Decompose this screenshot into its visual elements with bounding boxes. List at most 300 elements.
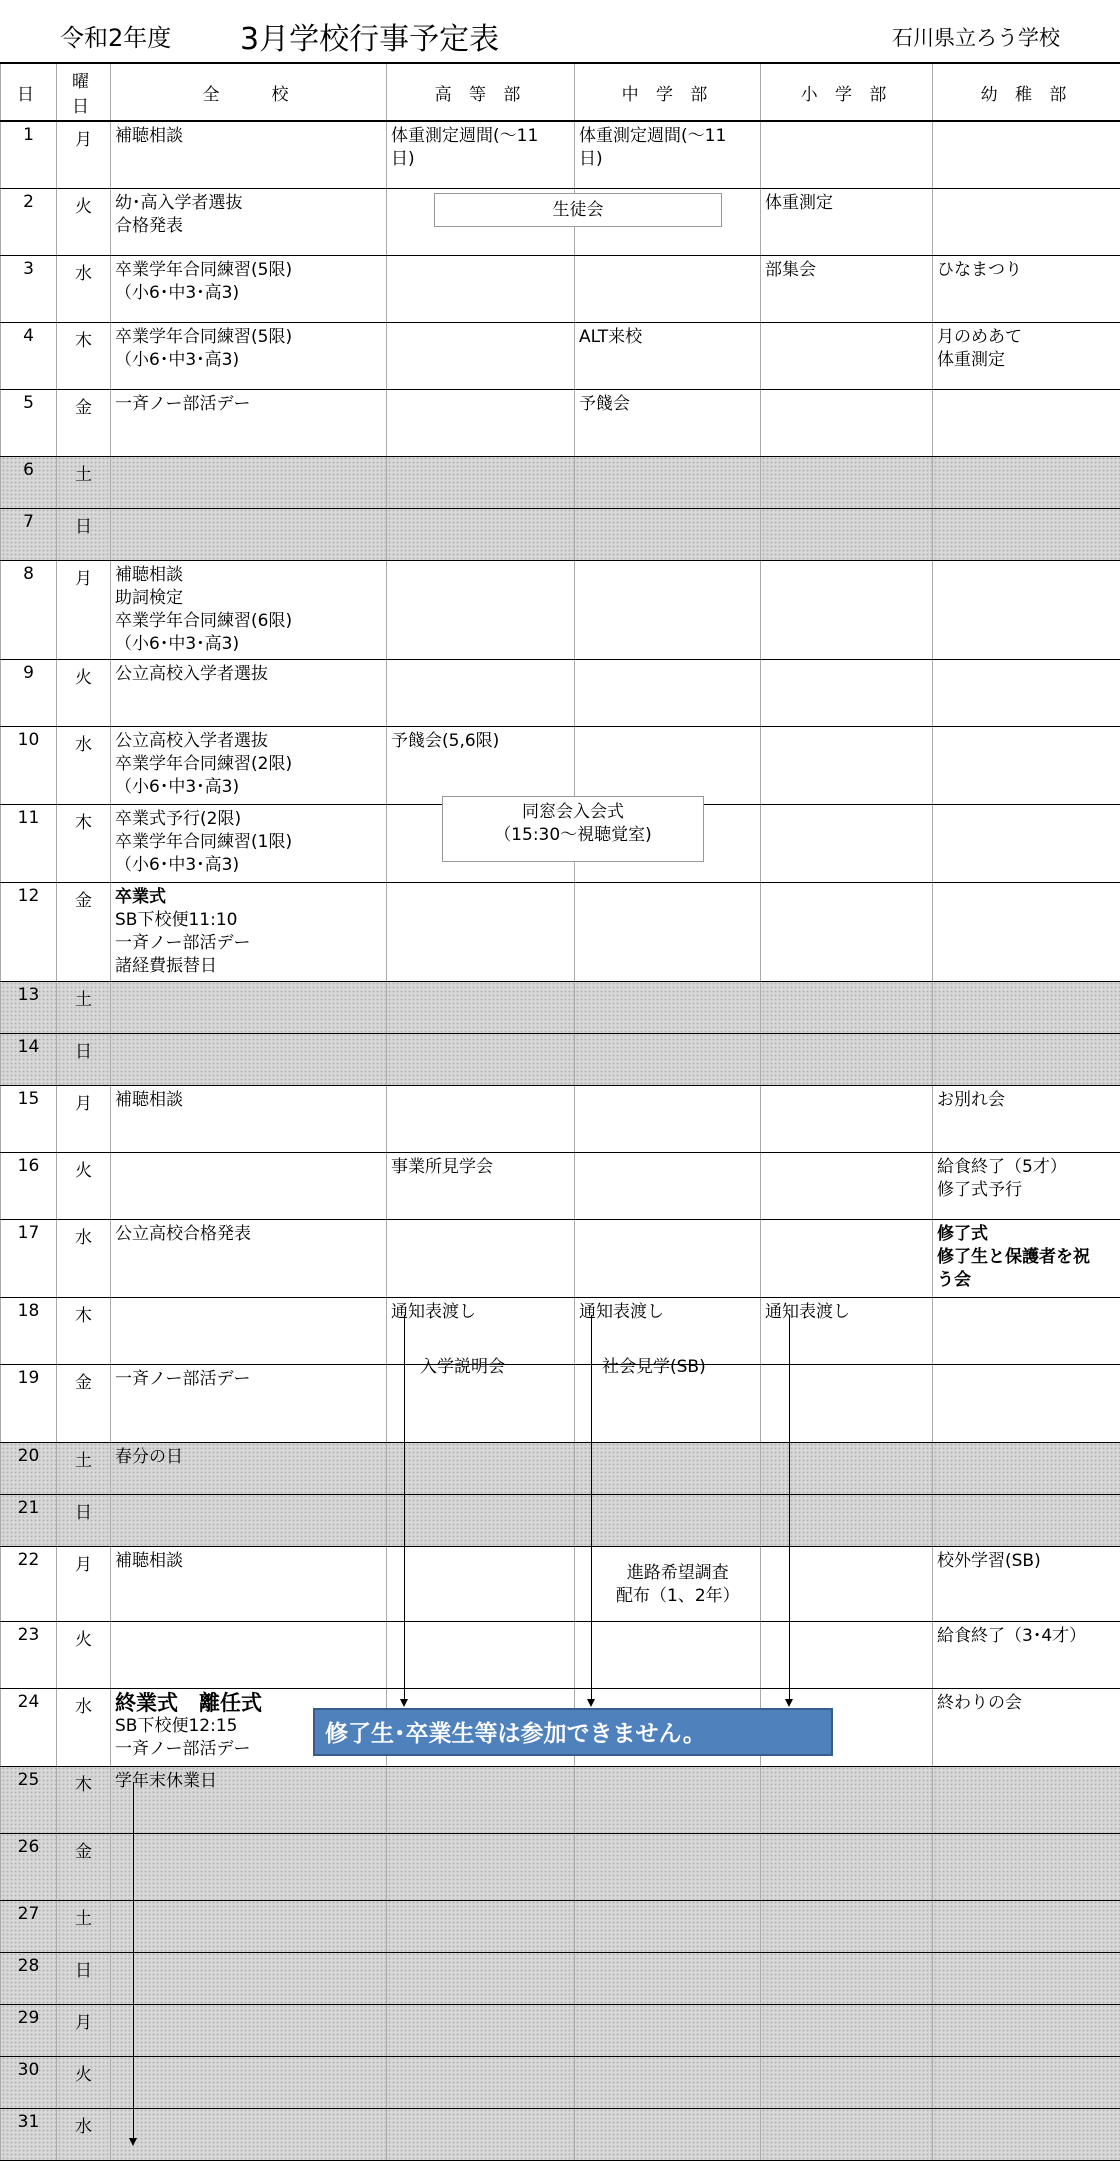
kindergarten-cell <box>933 1688 1120 1766</box>
high-school-cell <box>387 1085 575 1152</box>
table-row <box>1 1297 1120 1364</box>
weekday-cell: 日 <box>57 1033 111 1085</box>
weekday-cell: 土 <box>57 456 111 508</box>
junior-high-cell <box>575 1766 761 1833</box>
event-text: お別れ会 <box>937 1089 1116 1112</box>
day-cell: 9 <box>1 659 57 726</box>
junior-high-cell <box>575 2004 761 2056</box>
event-text: 通知表渡し <box>765 1301 928 1324</box>
event-text: SB下校便12:15 <box>115 1715 382 1738</box>
day-cell: 14 <box>1 1033 57 1085</box>
table-row <box>1 1952 1120 2004</box>
event-text: 日) <box>391 148 570 171</box>
elementary-cell <box>761 1297 933 1364</box>
event-text: 体重測定 <box>765 192 928 215</box>
high-school-cell <box>387 1900 575 1952</box>
weekday-cell: 火 <box>57 2056 111 2108</box>
elementary-cell <box>761 1033 933 1085</box>
weekday-cell: 金 <box>57 1833 111 1900</box>
high-school-cell <box>387 1621 575 1688</box>
event-text: 終業式 離任式 <box>115 1692 382 1715</box>
table-row <box>1 2056 1120 2108</box>
whole-school-cell <box>111 1833 387 1900</box>
career-survey-line2: 配布（1、2年） <box>616 1585 740 1608</box>
event-text: 部集会 <box>765 259 928 282</box>
weekday-cell: 金 <box>57 1364 111 1442</box>
whole-school-cell <box>111 726 387 804</box>
event-text: 通知表渡し <box>391 1301 570 1324</box>
whole-school-cell <box>111 121 387 188</box>
kindergarten-cell <box>933 188 1120 255</box>
day-cell: 2 <box>1 188 57 255</box>
day-cell: 20 <box>1 1442 57 1494</box>
weekday-cell: 木 <box>57 1297 111 1364</box>
event-text: （小6･中3･高3) <box>115 776 382 799</box>
event-text: 校外学習(SB) <box>937 1550 1116 1573</box>
high-school-cell <box>387 1494 575 1546</box>
event-text: 補聴相談 <box>115 1550 382 1573</box>
event-text: 修了式 <box>937 1223 1116 1246</box>
table-row <box>1 456 1120 508</box>
event-text: 卒業式予行(2限) <box>115 808 382 831</box>
event-text: 給食終了（3･4才） <box>937 1625 1116 1648</box>
whole-school-cell <box>111 188 387 255</box>
whole-school-cell <box>111 255 387 322</box>
elementary-cell <box>761 1546 933 1621</box>
whole-school-cell <box>111 804 387 882</box>
whole-school-cell <box>111 1952 387 2004</box>
kindergarten-cell <box>933 1952 1120 2004</box>
day-cell: 31 <box>1 2108 57 2160</box>
high-school-cell <box>387 322 575 389</box>
kindergarten-cell <box>933 1152 1120 1219</box>
event-text: 幼･高入学者選抜 <box>115 192 382 215</box>
event-text: 体重測定週間(～11 <box>391 125 570 148</box>
whole-school-cell <box>111 882 387 981</box>
kindergarten-cell <box>933 882 1120 981</box>
event-text: 学年末休業日 <box>115 1770 382 1793</box>
weekday-cell: 火 <box>57 188 111 255</box>
whole-school-cell <box>111 456 387 508</box>
day-cell: 30 <box>1 2056 57 2108</box>
alumni-ceremony-location: （15:30～視聴覚室) <box>443 824 703 847</box>
kindergarten-cell <box>933 456 1120 508</box>
event-text: 公立高校合格発表 <box>115 1223 382 1246</box>
hs-report-arrow <box>404 1315 405 1699</box>
whole-school-cell <box>111 322 387 389</box>
high-school-cell <box>387 2056 575 2108</box>
day-cell: 11 <box>1 804 57 882</box>
weekday-cell: 水 <box>57 2108 111 2160</box>
junior-high-cell <box>575 456 761 508</box>
event-text: 通知表渡し <box>579 1301 756 1324</box>
career-survey-line1: 進路希望調査 <box>616 1562 740 1585</box>
event-text: 体重測定 <box>937 349 1116 372</box>
table-row <box>1 560 1120 659</box>
elementary-cell <box>761 1152 933 1219</box>
kindergarten-cell <box>933 255 1120 322</box>
page-title: 3月学校行事予定表 <box>240 14 499 58</box>
event-text: 卒業学年合同練習(6限) <box>115 610 382 633</box>
event-text: 予餞会(5,6限) <box>391 730 570 753</box>
event-text: 修了生と保護者を祝 <box>937 1246 1116 1269</box>
student-council-label: 生徒会 <box>553 200 604 220</box>
whole-school-cell <box>111 2108 387 2160</box>
whole-school-cell <box>111 981 387 1033</box>
whole-school-cell <box>111 389 387 456</box>
day-cell: 6 <box>1 456 57 508</box>
high-school-cell <box>387 2004 575 2056</box>
junior-high-cell <box>575 389 761 456</box>
event-text: 補聴相談 <box>115 564 382 587</box>
junior-high-cell <box>575 1442 761 1494</box>
elementary-cell <box>761 981 933 1033</box>
weekday-cell: 火 <box>57 1152 111 1219</box>
event-text: （小6･中3･高3) <box>115 282 382 305</box>
event-text: 卒業式 <box>115 886 382 909</box>
fiscal-year: 令和2年度 <box>60 18 171 53</box>
event-text: 一斉ノー部活デー <box>115 932 382 955</box>
event-text: う会 <box>937 1269 1116 1292</box>
high-school-cell <box>387 1952 575 2004</box>
day-cell: 3 <box>1 255 57 322</box>
vacation-arrow <box>133 1782 134 2138</box>
table-row <box>1 1900 1120 1952</box>
junior-high-cell <box>575 2056 761 2108</box>
elementary-cell <box>761 2056 933 2108</box>
kindergarten-cell <box>933 2004 1120 2056</box>
event-text: 事業所見学会 <box>391 1156 570 1179</box>
weekday-cell: 土 <box>57 1900 111 1952</box>
weekday-cell: 日 <box>57 1952 111 2004</box>
table-row <box>1 2108 1120 2160</box>
whole-school-cell <box>111 1297 387 1364</box>
event-text: 補聴相談 <box>115 125 382 148</box>
table-row <box>1 389 1120 456</box>
high-school-cell <box>387 1833 575 1900</box>
event-text: 修了式予行 <box>937 1179 1116 1202</box>
kindergarten-cell <box>933 1297 1120 1364</box>
junior-high-cell <box>575 981 761 1033</box>
event-text: 合格発表 <box>115 215 382 238</box>
elementary-cell <box>761 804 933 882</box>
elementary-cell <box>761 456 933 508</box>
elementary-cell <box>761 1085 933 1152</box>
schedule-table <box>0 62 1120 2161</box>
elementary-cell <box>761 121 933 188</box>
table-row <box>1 1833 1120 1900</box>
junior-high-cell <box>575 560 761 659</box>
weekday-cell: 木 <box>57 322 111 389</box>
weekday-cell: 水 <box>57 1219 111 1297</box>
high-school-cell <box>387 2108 575 2160</box>
high-school-cell <box>387 981 575 1033</box>
elementary-cell <box>761 2108 933 2160</box>
elementary-cell <box>761 2004 933 2056</box>
event-text: 体重測定週間(～11 <box>579 125 756 148</box>
day-cell: 1 <box>1 121 57 188</box>
kindergarten-cell <box>933 1085 1120 1152</box>
junior-high-cell <box>575 1297 761 1364</box>
table-row <box>1 1033 1120 1085</box>
col-day: 日 <box>1 63 57 121</box>
kindergarten-cell <box>933 981 1120 1033</box>
high-school-cell <box>387 1297 575 1364</box>
js-report-arrow <box>591 1315 592 1699</box>
junior-high-cell <box>575 2108 761 2160</box>
elementary-cell <box>761 726 933 804</box>
table-row <box>1 726 1120 804</box>
weekday-cell: 月 <box>57 1085 111 1152</box>
junior-high-cell <box>575 508 761 560</box>
junior-high-cell <box>575 1219 761 1297</box>
event-text: 補聴相談 <box>115 1089 382 1112</box>
day-cell: 29 <box>1 2004 57 2056</box>
junior-high-cell <box>575 1033 761 1085</box>
junior-high-cell <box>575 1085 761 1152</box>
day-cell: 24 <box>1 1688 57 1766</box>
whole-school-cell <box>111 1546 387 1621</box>
high-school-cell <box>387 456 575 508</box>
junior-high-cell <box>575 882 761 981</box>
whole-school-cell <box>111 1085 387 1152</box>
high-school-cell <box>387 560 575 659</box>
kindergarten-cell <box>933 1900 1120 1952</box>
elementary-cell <box>761 508 933 560</box>
kindergarten-cell <box>933 560 1120 659</box>
weekday-cell: 金 <box>57 882 111 981</box>
kindergarten-cell <box>933 1033 1120 1085</box>
event-text: 卒業学年合同練習(1限) <box>115 831 382 854</box>
weekday-cell: 月 <box>57 121 111 188</box>
event-text: 諸経費振替日 <box>115 955 382 978</box>
high-school-cell <box>387 726 575 804</box>
day-cell: 15 <box>1 1085 57 1152</box>
day-cell: 25 <box>1 1766 57 1833</box>
table-row <box>1 1494 1120 1546</box>
weekday-cell: 日 <box>57 508 111 560</box>
alumni-ceremony-label: 同窓会入会式 <box>443 801 703 824</box>
day-cell: 28 <box>1 1952 57 2004</box>
kindergarten-cell <box>933 2108 1120 2160</box>
col-kindergarten: 幼 稚 部 <box>933 63 1120 121</box>
whole-school-cell <box>111 508 387 560</box>
table-row <box>1 322 1120 389</box>
kindergarten-cell <box>933 1494 1120 1546</box>
event-text: 一斉ノー部活デー <box>115 393 382 416</box>
elementary-cell <box>761 1766 933 1833</box>
col-junior-high: 中 学 部 <box>575 63 761 121</box>
elementary-cell <box>761 1952 933 2004</box>
alumni-ceremony-box <box>442 796 704 862</box>
whole-school-cell <box>111 1219 387 1297</box>
junior-high-cell <box>575 255 761 322</box>
day-cell: 18 <box>1 1297 57 1364</box>
junior-high-cell <box>575 322 761 389</box>
hs-info-session: 入学説明会 <box>420 1356 505 1379</box>
kindergarten-cell <box>933 322 1120 389</box>
whole-school-cell <box>111 1033 387 1085</box>
high-school-cell <box>387 1152 575 1219</box>
weekday-cell: 土 <box>57 1442 111 1494</box>
table-row <box>1 1442 1120 1494</box>
es-report-arrow <box>789 1315 790 1699</box>
day-cell: 7 <box>1 508 57 560</box>
high-school-cell <box>387 1766 575 1833</box>
table-row <box>1 1085 1120 1152</box>
event-text: SB下校便11:10 <box>115 909 382 932</box>
high-school-cell <box>387 508 575 560</box>
elementary-cell <box>761 882 933 981</box>
whole-school-cell <box>111 1442 387 1494</box>
event-text: 助詞検定 <box>115 587 382 610</box>
kindergarten-cell <box>933 389 1120 456</box>
elementary-cell <box>761 322 933 389</box>
high-school-cell <box>387 1442 575 1494</box>
kindergarten-cell <box>933 804 1120 882</box>
kindergarten-cell <box>933 1546 1120 1621</box>
whole-school-cell <box>111 2004 387 2056</box>
event-text: 一斉ノー部活デー <box>115 1368 382 1391</box>
whole-school-cell <box>111 1364 387 1442</box>
col-elementary: 小 学 部 <box>761 63 933 121</box>
weekday-cell: 火 <box>57 659 111 726</box>
whole-school-cell <box>111 1152 387 1219</box>
weekday-cell: 水 <box>57 726 111 804</box>
weekday-cell: 水 <box>57 255 111 322</box>
weekday-cell: 土 <box>57 981 111 1033</box>
event-text: 卒業学年合同練習(2限) <box>115 753 382 776</box>
junior-high-cell <box>575 1900 761 1952</box>
js-social-visit: 社会見学(SB) <box>602 1356 706 1379</box>
junior-high-cell <box>575 1621 761 1688</box>
event-text: 予餞会 <box>579 393 756 416</box>
col-high-school: 高 等 部 <box>387 63 575 121</box>
day-cell: 23 <box>1 1621 57 1688</box>
elementary-cell <box>761 188 933 255</box>
elementary-cell <box>761 1900 933 1952</box>
elementary-cell <box>761 1364 933 1442</box>
kindergarten-cell <box>933 659 1120 726</box>
high-school-cell <box>387 882 575 981</box>
day-cell: 5 <box>1 389 57 456</box>
event-text: ALT来校 <box>579 326 756 349</box>
table-row <box>1 981 1120 1033</box>
event-text: 日) <box>579 148 756 171</box>
event-text: ひなまつり <box>937 259 1116 282</box>
elementary-cell <box>761 1494 933 1546</box>
day-cell: 21 <box>1 1494 57 1546</box>
kindergarten-cell <box>933 1833 1120 1900</box>
high-school-cell <box>387 1033 575 1085</box>
kindergarten-cell <box>933 1766 1120 1833</box>
junior-high-cell <box>575 1833 761 1900</box>
kindergarten-cell <box>933 1219 1120 1297</box>
col-weekday: 曜日 <box>57 63 111 121</box>
weekday-cell: 火 <box>57 1621 111 1688</box>
junior-high-cell <box>575 1952 761 2004</box>
event-text: （小6･中3･高3) <box>115 854 382 877</box>
table-row <box>1 255 1120 322</box>
weekday-cell: 水 <box>57 1688 111 1766</box>
table-row <box>1 1364 1120 1442</box>
event-text: 月のめあて <box>937 326 1116 349</box>
table-row <box>1 659 1120 726</box>
kindergarten-cell <box>933 1364 1120 1442</box>
day-cell: 17 <box>1 1219 57 1297</box>
kindergarten-cell <box>933 508 1120 560</box>
day-cell: 12 <box>1 882 57 981</box>
day-cell: 22 <box>1 1546 57 1621</box>
notice-callout: 修了生･卒業生等は参加できません。 <box>313 1708 833 1756</box>
elementary-cell <box>761 1442 933 1494</box>
page-header <box>0 0 1120 62</box>
event-text: 一斉ノー部活デー <box>115 1738 382 1761</box>
elementary-cell <box>761 255 933 322</box>
elementary-cell <box>761 1621 933 1688</box>
event-text: 卒業学年合同練習(5限) <box>115 326 382 349</box>
weekday-cell: 月 <box>57 560 111 659</box>
day-cell: 27 <box>1 1900 57 1952</box>
whole-school-cell <box>111 659 387 726</box>
event-text: 春分の日 <box>115 1446 382 1469</box>
elementary-cell <box>761 560 933 659</box>
whole-school-cell <box>111 560 387 659</box>
junior-high-cell <box>575 1494 761 1546</box>
table-row <box>1 1219 1120 1297</box>
event-text: 公立高校入学者選抜 <box>115 730 382 753</box>
kindergarten-cell <box>933 1442 1120 1494</box>
day-cell: 13 <box>1 981 57 1033</box>
table-row <box>1 121 1120 188</box>
weekday-cell: 木 <box>57 804 111 882</box>
junior-high-cell <box>575 726 761 804</box>
whole-school-cell <box>111 1766 387 1833</box>
day-cell: 26 <box>1 1833 57 1900</box>
kindergarten-cell <box>933 2056 1120 2108</box>
elementary-cell <box>761 1219 933 1297</box>
kindergarten-cell <box>933 121 1120 188</box>
elementary-cell <box>761 1833 933 1900</box>
event-text: （小6･中3･高3) <box>115 633 382 656</box>
high-school-cell <box>387 1219 575 1297</box>
day-cell: 19 <box>1 1364 57 1442</box>
event-text: 公立高校入学者選抜 <box>115 663 382 686</box>
day-cell: 16 <box>1 1152 57 1219</box>
junior-high-cell <box>575 659 761 726</box>
high-school-cell <box>387 121 575 188</box>
kindergarten-cell <box>933 726 1120 804</box>
event-text: 給食終了（5才） <box>937 1156 1116 1179</box>
school-name: 石川県立ろう学校 <box>892 22 1060 52</box>
table-row <box>1 1766 1120 1833</box>
junior-high-cell <box>575 121 761 188</box>
js-career-survey <box>616 1562 740 1608</box>
event-text: （小6･中3･高3) <box>115 349 382 372</box>
header-row <box>1 63 1120 121</box>
day-cell: 10 <box>1 726 57 804</box>
table-row <box>1 1546 1120 1621</box>
whole-school-cell <box>111 1494 387 1546</box>
table-row <box>1 882 1120 981</box>
table-row <box>1 508 1120 560</box>
whole-school-cell <box>111 1900 387 1952</box>
elementary-cell <box>761 659 933 726</box>
whole-school-cell <box>111 2056 387 2108</box>
student-council-box <box>434 193 722 227</box>
kindergarten-cell <box>933 1621 1120 1688</box>
weekday-cell: 日 <box>57 1494 111 1546</box>
